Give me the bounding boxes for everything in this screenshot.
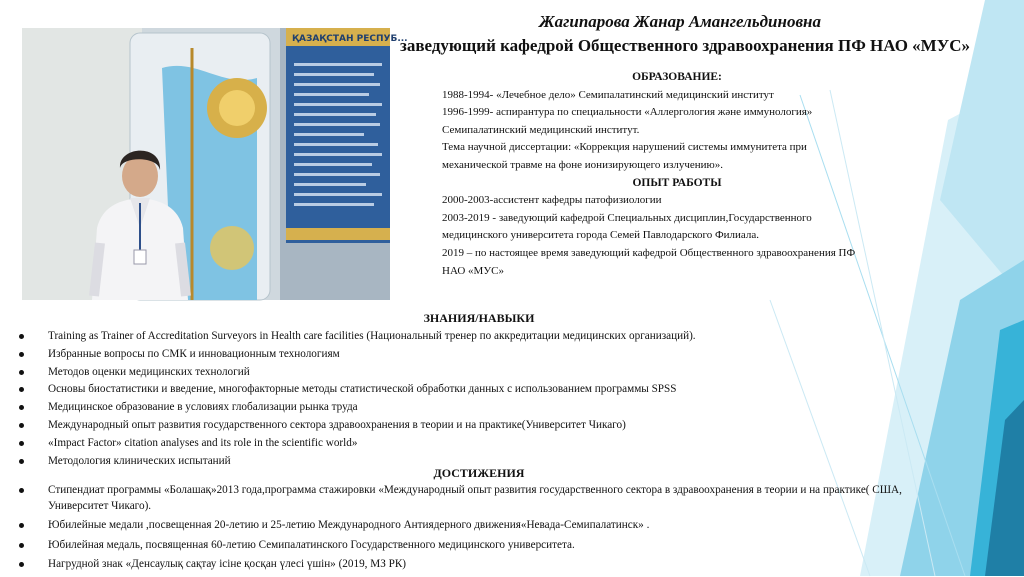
experience-line: 2003-2019 - заведующий кафедрой Специальных дисциплин,Государственного	[442, 211, 812, 224]
person-name: Жагипарова Жанар Амангельдиновна	[539, 12, 821, 31]
skill-item	[14, 346, 944, 364]
bullet-icon	[19, 423, 24, 428]
skill-text: Методов оценки медицинских технологий	[48, 365, 250, 378]
education-line: механической травме на фоне ионизирующего излучению».	[442, 158, 723, 171]
skill-text: Международный опыт развития государственного сектора здравоохранения в теории и на практике(Университет Чикаго)	[48, 418, 626, 431]
achievement-text: Стипендиат программы «Болашақ»2013 года,программа стажировки «Международный опыт развития государственного сектора в здравоохранения в теории и на практике( США, Университет Чикаго).	[48, 484, 902, 512]
bio-block	[442, 69, 912, 280]
bullet-icon	[19, 441, 24, 446]
achievement-text: Юбилейная медаль, посвященная 60-летию Семипалатинского Государственного медицинского университета.	[48, 538, 575, 551]
achievement-text: Нагрудной знак «Денсаулық сақтау ісіне қосқан үлесі үшін» (2019, МЗ РК)	[48, 558, 407, 570]
skill-text: Избранные вопросы по СМК и инновационным технологиям	[48, 347, 340, 360]
skill-item	[14, 399, 944, 417]
skill-text: Основы биостатистики и введение, многофакторные методы статистической обработки данных с использованием программы SPSS	[48, 383, 677, 396]
skill-item	[14, 381, 944, 399]
bullet-icon	[19, 562, 24, 567]
achievements-heading: ДОСТИЖЕНИЯ	[433, 466, 525, 480]
skill-item	[14, 417, 944, 435]
skill-text: «Impact Factor» citation analyses and its role in the scientific world»	[48, 436, 358, 449]
bullet-icon	[19, 370, 24, 375]
skills-list	[14, 328, 944, 470]
skill-item	[14, 364, 944, 382]
sign-text: ҚАЗАҚСТАН РЕСПУБ...	[292, 34, 408, 44]
experience-line: медицинского университета города Семей Павлодарского Филиала.	[442, 229, 760, 242]
achievements-section	[14, 466, 944, 577]
education-line: Тема научной диссертации: «Коррекция нарушений системы иммунитета при	[442, 141, 807, 154]
skills-heading: ЗНАНИЯ/НАВЫКИ	[423, 311, 535, 325]
bullet-icon	[19, 352, 24, 357]
bullet-icon	[19, 387, 24, 392]
experience-line: 2000-2003-ассистент кафедры патофизиологии	[442, 194, 662, 207]
education-line: Семипалатинский медицинский институт.	[442, 123, 640, 136]
education-line: 1996-1999- аспирантура по специальности «Аллергология және иммунология»	[442, 106, 813, 119]
bullet-icon	[19, 523, 24, 528]
bullet-icon	[19, 459, 24, 464]
achievements-list	[14, 483, 944, 573]
achievement-item	[14, 557, 944, 573]
skill-text: Training as Trainer of Accreditation Surveyors in Health care facilities (Национальный тренер по аккредитации медицинских организаций).	[48, 330, 696, 342]
skill-item	[14, 328, 944, 346]
portrait-photo	[22, 28, 408, 300]
experience-line: НАО «МУС»	[442, 264, 504, 277]
bullet-icon	[19, 334, 24, 339]
achievement-text: Юбилейные медали ,посвещенная 20-летию и 25-летию Международного Антиядерного движения«Невада-Семипалатинск» .	[48, 519, 650, 531]
achievement-item	[14, 538, 944, 554]
skill-text: Методология клинических испытаний	[48, 454, 231, 467]
experience-line: 2019 – по настоящее время заведующий кафедрой Общественного здравоохранения ПФ	[442, 246, 856, 259]
bullet-icon	[19, 543, 24, 548]
skill-text: Медицинское образование в условиях глобализации рынка труда	[48, 401, 358, 414]
person-position: заведующий кафедрой Общественного здравоохранения ПФ НАО «МУС»	[400, 36, 970, 55]
experience-heading: ОПЫТ РАБОТЫ	[632, 176, 722, 189]
bullet-icon	[19, 405, 24, 410]
education-line: 1988-1994- «Лечебное дело» Семипалатинский медицинский институт	[442, 88, 774, 101]
skill-item	[14, 435, 944, 453]
skills-section	[14, 311, 944, 470]
achievement-item	[14, 483, 944, 514]
bullet-icon	[19, 488, 24, 493]
education-heading: ОБРАЗОВАНИЕ:	[632, 71, 722, 83]
achievement-item	[14, 518, 944, 534]
